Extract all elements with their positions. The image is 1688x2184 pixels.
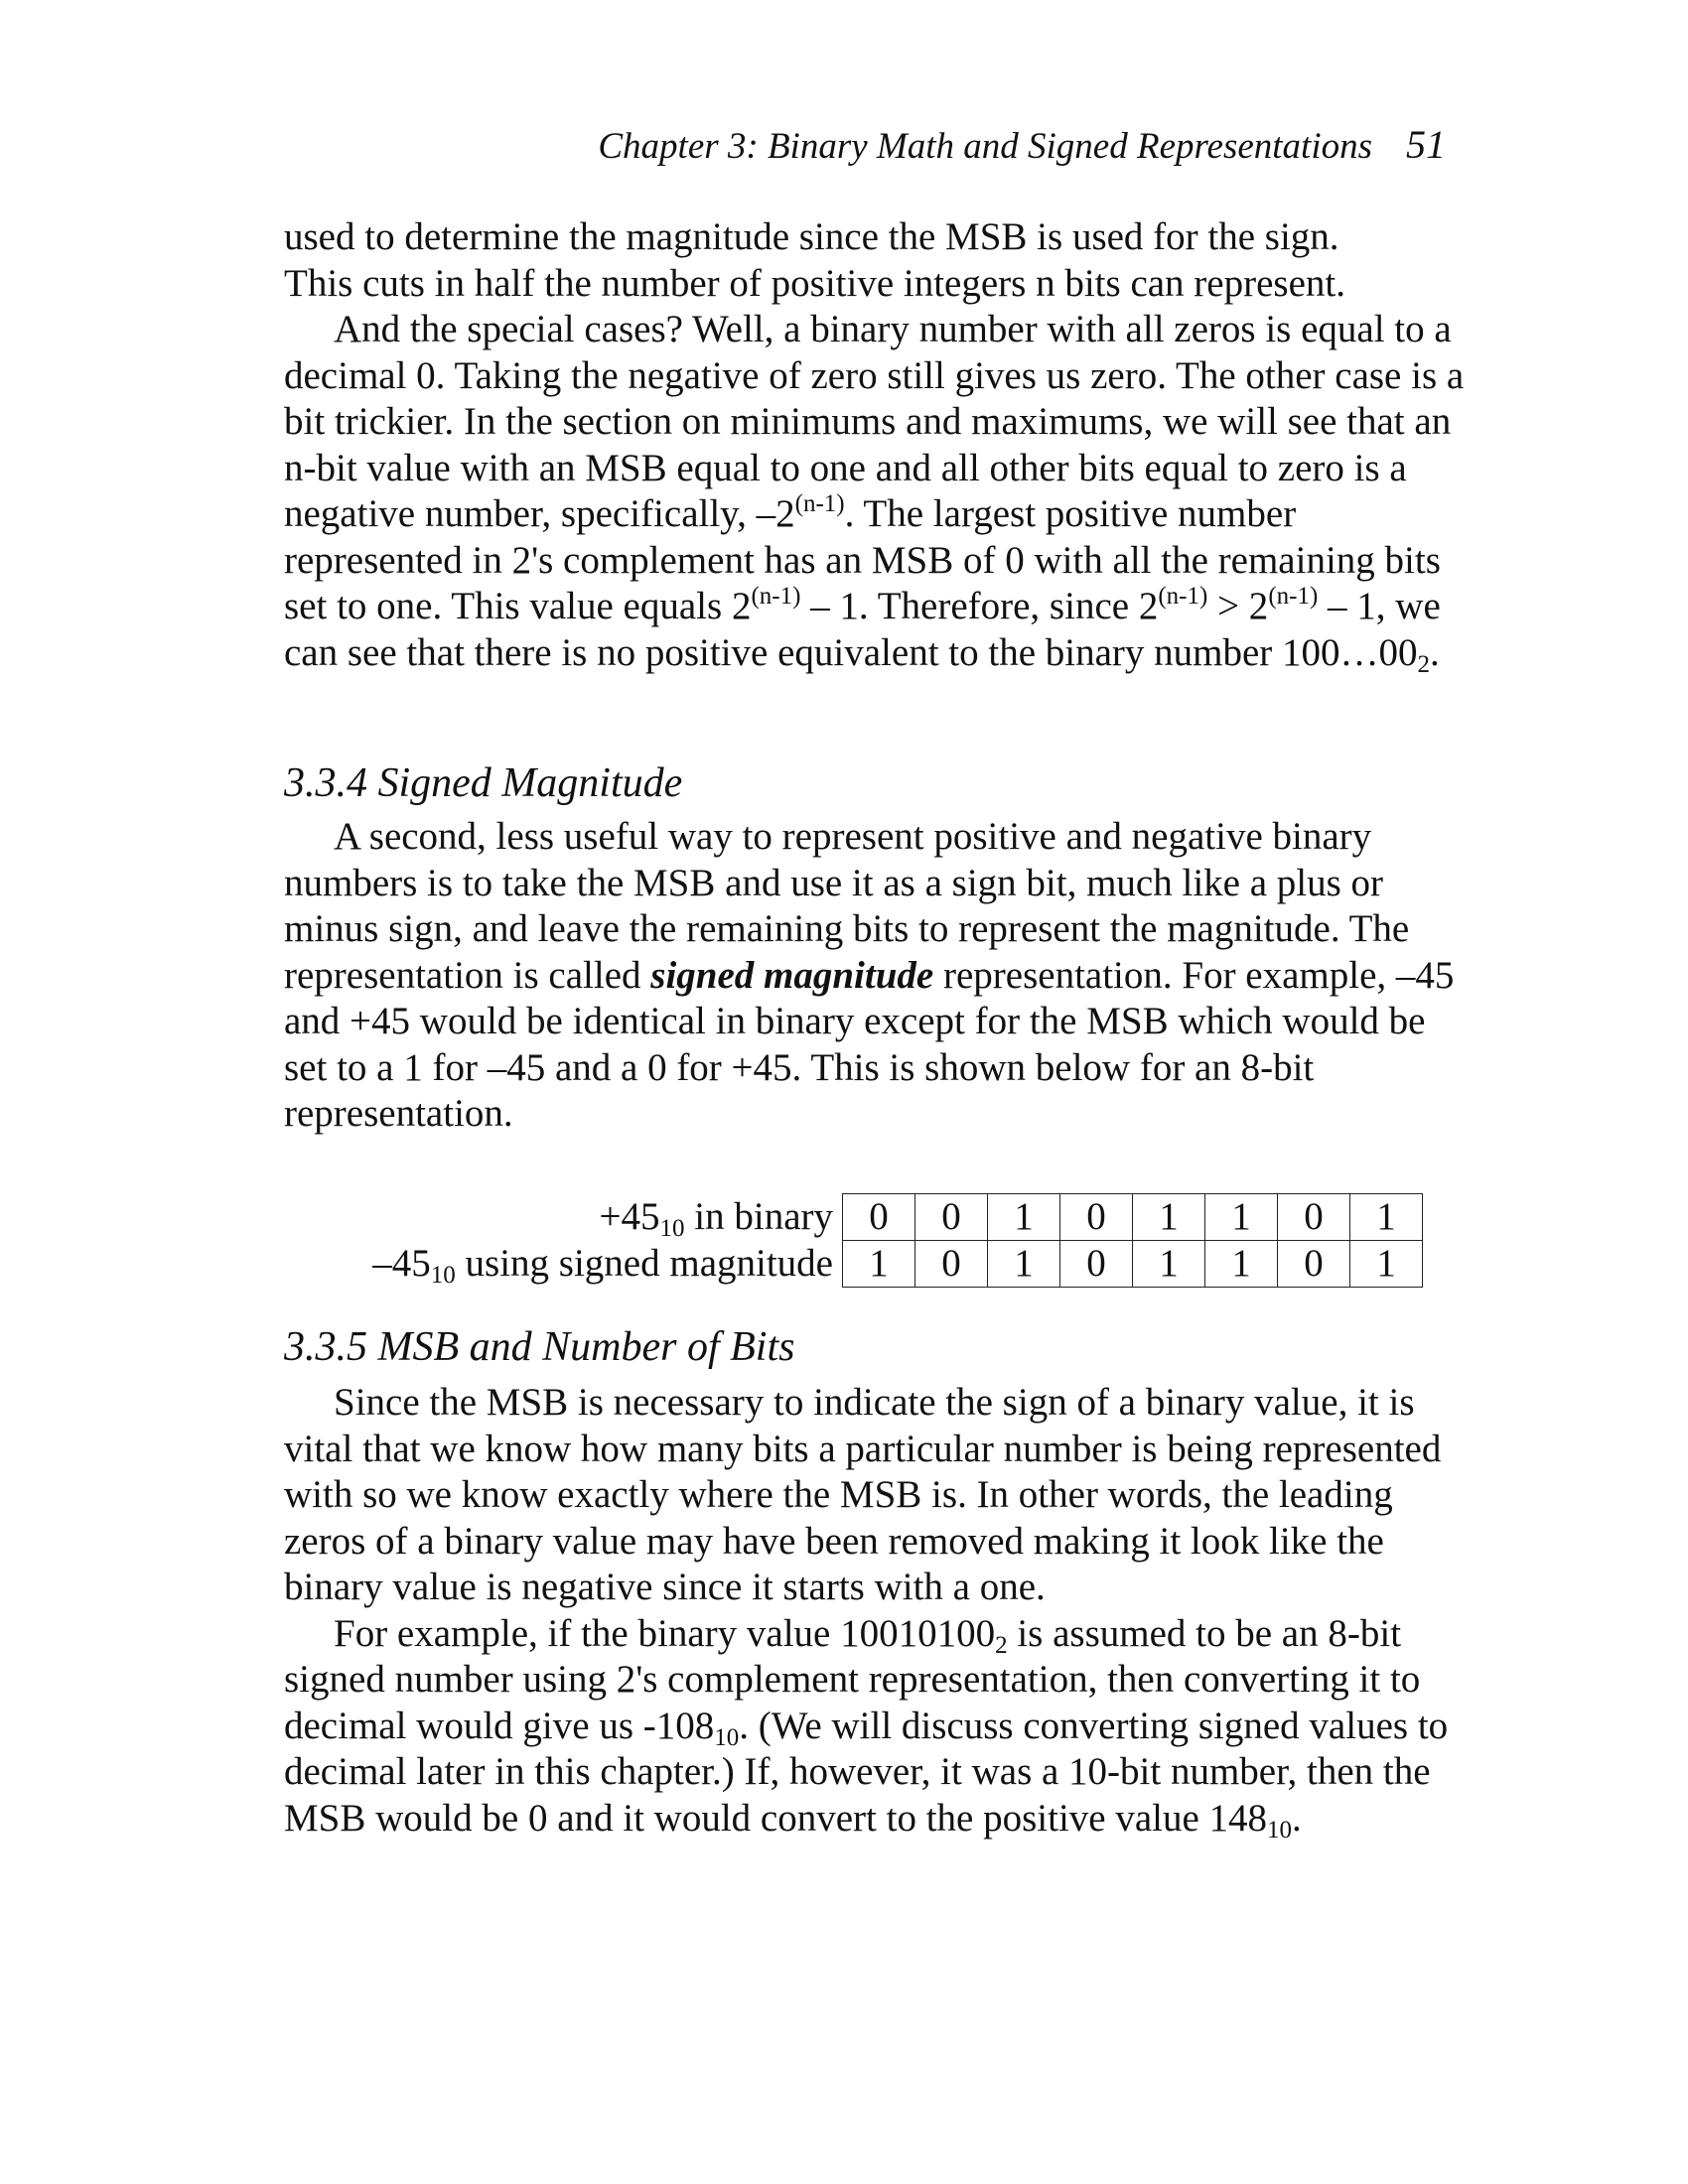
- bit-cell: 1: [1350, 1194, 1423, 1241]
- emphasized-term: signed magnitude: [650, 953, 934, 997]
- bit-cell: 1: [988, 1241, 1060, 1288]
- text-run: – 1, we can see that there is no positive equivalent to the binary number 100…00: [284, 585, 1441, 674]
- bit-cell: 1: [1205, 1241, 1278, 1288]
- text-run: is assumed to be an 8-bit signed number using 2's complement representation, then converting it to decimal would give us -108: [284, 1611, 1421, 1747]
- page-number: 51: [1406, 122, 1446, 167]
- special-cases-paragraph: [284, 307, 1466, 676]
- continued-paragraph: [284, 214, 1466, 307]
- text-run: representation. For example, –45 and +45 would be identical in binary except for the MSB which would be set to a 1 for –45 and a 0 for +45. This is shown below for an 8-bit representation.: [284, 953, 1455, 1135]
- body-text-top: [284, 214, 1466, 676]
- subscript: 2: [1417, 650, 1431, 678]
- table-row: [284, 1241, 1423, 1288]
- bit-cell: 0: [1060, 1194, 1133, 1241]
- bit-cell: 0: [1278, 1194, 1350, 1241]
- bit-cell: 0: [1060, 1241, 1133, 1288]
- text-line: used to determine the magnitude since the MSB is used for the sign.: [284, 215, 1339, 258]
- bit-cell: 0: [915, 1194, 988, 1241]
- bit-cell: 1: [1350, 1241, 1423, 1288]
- text-run: > 2: [1207, 585, 1269, 627]
- subscript: 10: [714, 1723, 740, 1751]
- section-heading-3-3-4: 3.3.4 Signed Magnitude: [284, 760, 683, 806]
- text-run: For example, if the binary value 10010100: [334, 1611, 996, 1655]
- chapter-title: Chapter 3: Binary Math and Signed Representations: [598, 126, 1372, 167]
- superscript: (n-1): [751, 583, 801, 610]
- row-label: $+45_{10}$ in binary: [599, 1195, 833, 1242]
- bit-cell: 0: [1278, 1241, 1350, 1288]
- text-run: A second, less useful way to represent positive and negative binary numbers is to take the MSB and use it as a sign bit, much like a plus or minus sign, and leave the remaining bits to represent the magnitude. The representation is called: [284, 815, 1410, 997]
- running-header: [284, 119, 1446, 173]
- text-line: This cuts in half the number of positive integers n bits can represent.: [284, 261, 1345, 305]
- text-run: – 1. Therefore, since 2: [800, 585, 1159, 627]
- superscript: (n-1): [1158, 583, 1208, 610]
- msb-paragraph: Since the MSB is necessary to indicate the sign of a binary value, it is vital that we know how many bits a particular number is being represented with so we know exactly where the MSB is. In other words, the leading zeros of a binary value may have been removed making it look like the binary value is negative since it starts with a one.: [284, 1381, 1442, 1608]
- bit-cell: 1: [1205, 1194, 1278, 1241]
- section-heading-3-3-5: 3.3.5 MSB and Number of Bits: [284, 1324, 795, 1370]
- example-paragraph: [284, 1611, 1466, 1843]
- signed-magnitude-paragraph: [284, 814, 1466, 1138]
- subscript: 2: [995, 1631, 1008, 1659]
- bit-cell: 1: [1133, 1194, 1205, 1241]
- bit-cell: 1: [843, 1241, 915, 1288]
- bit-cell: 1: [1133, 1241, 1205, 1288]
- text-run: . The largest positive number represented in 2's complement has an MSB of 0 with all the remaining bits set to one. This value equals 2: [284, 492, 1441, 627]
- text-run: .: [1292, 1796, 1302, 1840]
- subscript: 10: [1267, 1816, 1293, 1843]
- binary-comparison-table: [284, 1193, 1423, 1288]
- signed-magnitude-section: [284, 814, 1466, 1138]
- msb-bits-section: [284, 1380, 1466, 1842]
- text-run: . (We will discuss converting signed values to decimal later in this chapter.) If, however, it was a 10-bit number, then the MSB would be 0 and it would convert to the positive value 148: [284, 1704, 1449, 1840]
- text-run: .: [1430, 630, 1440, 674]
- bit-cell: 1: [988, 1194, 1060, 1241]
- table-row: [284, 1194, 1423, 1241]
- text-run: And the special cases? Well, a binary number with all zeros is equal to a decimal 0. Taking the negative of zero still gives us zero. The other case is a bit trickier. In the section on minimums and maximums, we will see that an n-bit value with an MSB equal to one and all other bits equal to zero is a negative number, specifically, –2: [284, 308, 1465, 535]
- bit-cell: 0: [843, 1194, 915, 1241]
- superscript: (n-1): [1268, 583, 1319, 610]
- bit-cell: 0: [915, 1241, 988, 1288]
- row-label: $-45_{10}$ using signed magnitude: [372, 1242, 833, 1289]
- superscript: (n-1): [794, 490, 845, 517]
